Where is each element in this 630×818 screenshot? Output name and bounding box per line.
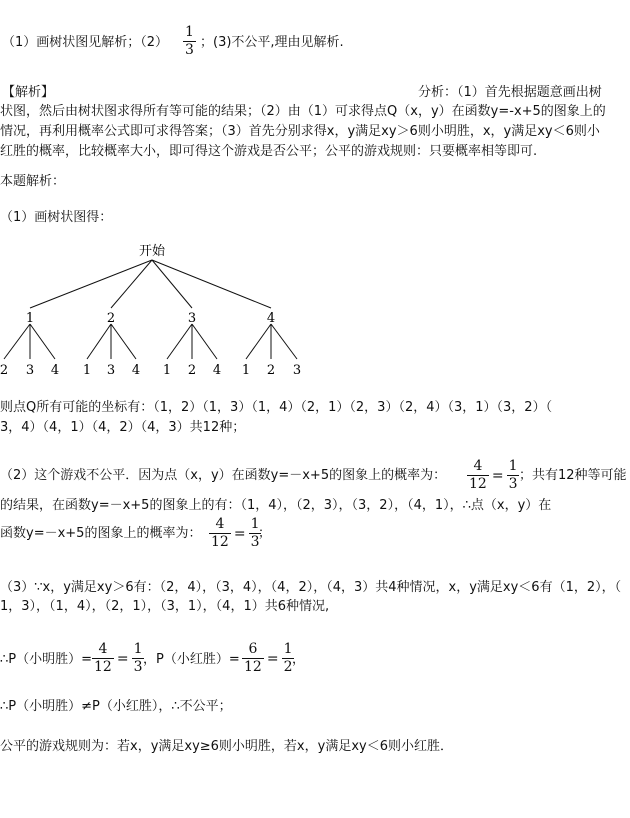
rule-line: 公平的游戏规则为：若x，y满足xy≥6则小明胜，若x，y满足xy＜6则小红胜． <box>0 739 453 754</box>
edge-2-a <box>87 324 111 359</box>
denominator: 3 <box>133 659 143 675</box>
edge-2-c <box>111 324 136 359</box>
answer-fraction-numerator: 1 <box>185 24 194 40</box>
denominator: 12 <box>94 659 112 675</box>
solution-step1: （1）画树状图得： <box>0 210 113 225</box>
numerator: 1 <box>133 641 143 657</box>
numerator: 4 <box>215 516 225 532</box>
numerator: 1 <box>250 516 260 532</box>
denominator: 2 <box>283 659 293 675</box>
p3-line1: （3）∵x，y满足xy＞6有：（2，4），（3，4），（4，2），（4，3）共4种情况，x，y满足xy＜6有（1，2），（ <box>0 580 622 595</box>
tree-level2-node: 1 <box>241 363 251 378</box>
p2-line3: 函数y=－x+5的图象上的概率为： <box>0 526 202 541</box>
solution-title: 本题解析： <box>0 174 66 189</box>
p2-line3-equation <box>209 516 261 551</box>
ph-fraction-left <box>242 641 264 676</box>
edge-root-3 <box>152 260 192 308</box>
equals-sign: = <box>233 525 246 542</box>
tree-level2-node: 3 <box>292 363 302 378</box>
tree-root-label: 开始 <box>138 244 166 259</box>
tree-level2-node: 1 <box>82 363 92 378</box>
p2-fraction-right <box>507 458 520 493</box>
edge-root-1 <box>30 260 152 308</box>
numerator: 6 <box>248 641 258 657</box>
edge-4-a <box>246 324 271 359</box>
numerator: 1 <box>283 641 293 657</box>
p2-line1: （2）这个游戏不公平．因为点（x，y）在函数y=－x+5的图象上的概率为： <box>0 468 447 483</box>
tree-level1-node: 4 <box>266 311 276 326</box>
answer-fraction-denominator: 3 <box>185 42 194 58</box>
edge-1-c <box>30 324 55 359</box>
denominator: 12 <box>211 534 229 550</box>
numerator: 4 <box>98 641 108 657</box>
denominator: 3 <box>508 476 518 492</box>
denominator: 12 <box>244 659 262 675</box>
analysis-line4: 红胜的概率，比较概率大小，即可得这个游戏是否公平；公平的游戏规则：只要概率相等即可. <box>0 144 538 159</box>
denominator: 12 <box>469 476 487 492</box>
p2-tail: ；共有12种等可能 <box>519 468 627 483</box>
edge-3-c <box>192 324 217 359</box>
tree-level2-node: 4 <box>131 363 141 378</box>
analysis-line2: 状图，然后由树状图求得所有等可能的结果；（2）由（1）可求得点Q（x，y）在函数y=-x+5的图象上的 <box>0 104 606 119</box>
numerator: 1 <box>508 458 518 474</box>
equals-sign: = <box>266 650 279 667</box>
numerator: 4 <box>473 458 483 474</box>
tree-diagram <box>0 238 320 380</box>
p2-line2: 的结果，在函数y=－x+5的图象上的有：（1，4），（2，3），（3，2），（4，1），∴点（x，y）在 <box>0 498 552 513</box>
tree-level2-node: 3 <box>106 363 116 378</box>
p2-probability-equation <box>467 458 519 493</box>
tree-level1-node: 3 <box>187 311 197 326</box>
equals-sign: = <box>491 467 504 484</box>
tree-level2-node: 2 <box>266 363 276 378</box>
tree-level2-node: 4 <box>212 363 222 378</box>
pm-label: ∴P（小明胜）= <box>0 652 93 667</box>
p2-line3-tail: ； <box>258 526 272 541</box>
tree-level2-node: 4 <box>50 363 60 378</box>
tree-level1-node: 2 <box>106 311 116 326</box>
edge-3-a <box>167 324 192 359</box>
tree-level1-node: 1 <box>25 311 35 326</box>
coords-line2: 3，4）（4，1）（4，2）（4，3）共12种； <box>0 420 246 435</box>
ph-equation <box>242 641 294 676</box>
answer-fraction <box>183 24 196 59</box>
equals-sign: = <box>116 650 129 667</box>
tree-level2-node: 2 <box>187 363 197 378</box>
answer-part1: （1）画树状图见解析；（2） <box>2 35 169 50</box>
analysis-tag: 【解析】 <box>2 85 55 100</box>
p2-fraction-left <box>467 458 489 493</box>
tree-level2-node: 1 <box>162 363 172 378</box>
pm-equation <box>92 641 144 676</box>
coords-line1: 则点Q所有可能的坐标有：（1，2）（1，3）（1，4）（2，1）（2，3）（2，4）（3，1）（3，2）（ <box>0 400 553 415</box>
answer-part2: ；(3)不公平,理由见解析. <box>200 35 344 50</box>
analysis-head: 分析：（1）首先根据题意画出树 <box>418 85 602 100</box>
edge-root-4 <box>152 260 271 308</box>
p3-line2: 1，3），（1，4），（2，1），（3，1），（4，1）共6种情况, <box>0 599 330 614</box>
p2-line3-fraction-left <box>209 516 231 551</box>
ph-tail: ， <box>292 652 306 667</box>
analysis-line3: 情况，再利用概率公式即可求得答案；（3）首先分别求得x，y满足xy＞6则小明胜，x，y满足xy＜6则小 <box>0 124 600 139</box>
edge-1-a <box>4 324 30 359</box>
tree-level2-node: 3 <box>25 363 35 378</box>
ph-label: ，P（小红胜）= <box>143 652 240 667</box>
tree-level2-node: 2 <box>0 363 9 378</box>
neq-line: ∴P（小明胜）≠P（小红胜），∴不公平； <box>0 699 232 714</box>
edge-4-c <box>271 324 297 359</box>
denominator: 3 <box>250 534 260 550</box>
tree-edges <box>4 260 297 359</box>
pm-fraction-left <box>92 641 114 676</box>
edge-root-2 <box>111 260 152 308</box>
